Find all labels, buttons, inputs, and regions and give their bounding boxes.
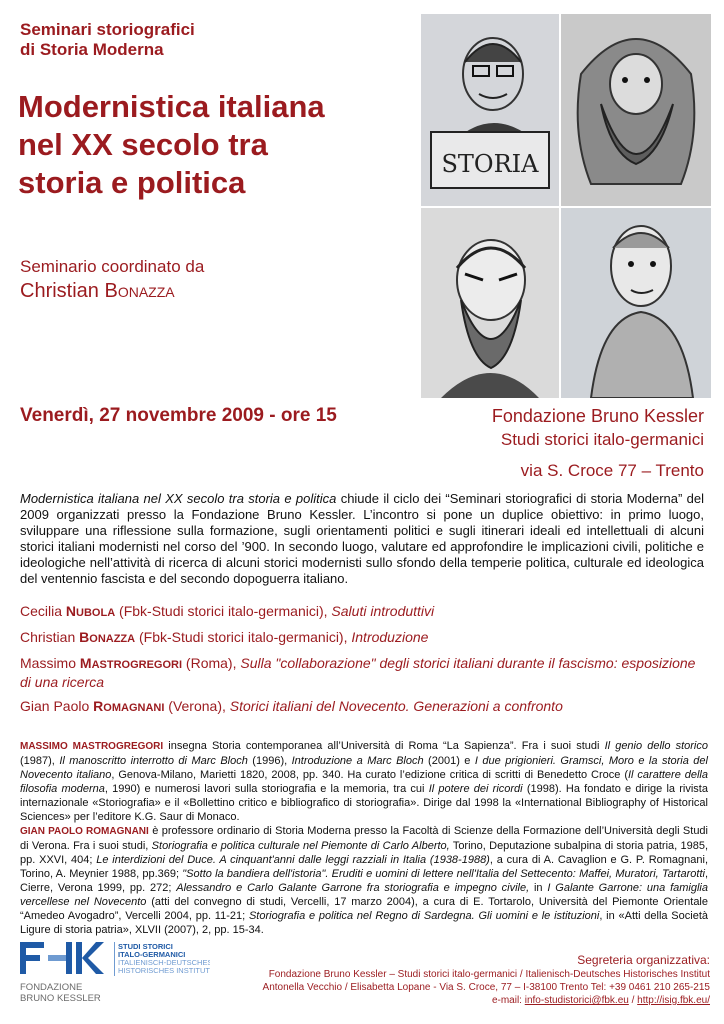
website-link[interactable]: http://isig.fbk.eu/ bbox=[637, 995, 710, 1006]
bio-text: (1998). Ha fondato e dirige la rivista internazionale «Storiografia» e il «Bollettino critico e bibliografico di storiografia». Dirige dal 1998 la «International Bibliography of Historical Sciences» per l’editore K.G. Saur di Monaco. bbox=[20, 783, 708, 823]
speaker-first-name: Massimo bbox=[20, 655, 80, 671]
bio-text: è professore ordinario di Storia Moderna presso la Facoltà di Scienze della Formazione dell’Università degli Studi di Verona. Fra i suoi studi, bbox=[20, 825, 708, 852]
title-line-2: nel XX secolo tra bbox=[18, 127, 268, 162]
coordinator-name bbox=[20, 278, 204, 305]
speaker-affiliation: (Fbk-Studi storici italo-germanici), bbox=[115, 603, 332, 619]
portrait-drawing-1 bbox=[421, 14, 559, 206]
bio-work: Le interdizioni del Duce. A cinquant'anni dalle leggi razziali in Italia (1938-1988) bbox=[96, 854, 490, 866]
speaker-surname-sc: ASTROGREGORI bbox=[91, 659, 183, 671]
bio-text: insegna Storia contemporanea all’Università di Roma “La Sapienza”. Fra i suoi studi bbox=[163, 740, 605, 752]
contact-separator: / bbox=[628, 995, 638, 1006]
event-date: Venerdì, 27 novembre 2009 - ore 15 bbox=[20, 405, 337, 426]
portrait-bearded-man bbox=[421, 208, 559, 398]
venue-address: via S. Croce 77 – Trento bbox=[520, 461, 704, 480]
bio-text: (2001) e bbox=[423, 755, 475, 767]
program-item bbox=[20, 698, 710, 717]
footer-contacts bbox=[263, 994, 710, 1007]
portrait-historian-storia bbox=[421, 14, 559, 206]
program-item bbox=[20, 603, 710, 622]
bio-text: , Cierre, Verona 1999, pp. 272; bbox=[20, 868, 709, 894]
intro-paragraph bbox=[20, 491, 704, 587]
page-title bbox=[18, 88, 398, 202]
bio-text: , Genova-Milano, Marietti 1820, 2008, pp. 340. Ha curato l’edizione critica di scritti di Benedetto Croce ( bbox=[111, 769, 628, 781]
speaker-first-name: Gian Paolo bbox=[20, 698, 94, 714]
speaker-affiliation: (Roma), bbox=[182, 655, 241, 671]
bio-work: Introduzione a Marc Bloch bbox=[291, 755, 424, 767]
fbk-logo bbox=[20, 940, 210, 1006]
coordinator-label: Seminario coordinato da bbox=[20, 257, 205, 276]
talk-title: Saluti introduttivi bbox=[331, 603, 435, 619]
bio-text: , 1990) e numerosi lavori sulla storiografia e la memoria, tra cui bbox=[104, 783, 429, 795]
bio-work: Alessandro e Carlo Galante Garrone fra storiografia e impegno civile, bbox=[176, 882, 530, 894]
portrait-drawing-3 bbox=[421, 208, 559, 398]
talk-title: Storici italiani del Novecento. Generazioni a confronto bbox=[229, 698, 563, 714]
portrait-grid bbox=[421, 14, 711, 398]
program-list bbox=[20, 603, 710, 724]
footer-line-1: Fondazione Bruno Kessler – Studi storici italo-germanici / Italienisch-Deutsches Historisches Institut bbox=[268, 969, 710, 980]
bio-work: Il potere dei ricordi bbox=[428, 783, 523, 795]
bio-work: I due prigionieri. Gramsci, Moro e la storia del Novecento italiano bbox=[20, 755, 708, 781]
portrait-drawing-4 bbox=[561, 208, 711, 398]
portrait-marx bbox=[561, 14, 711, 206]
portrait-drawing-2 bbox=[561, 14, 711, 206]
speaker-affiliation: (Fbk-Studi storici italo-germanici), bbox=[135, 629, 352, 645]
bio-text: in bbox=[529, 882, 548, 894]
email-link[interactable]: info-studistorici@fbk.eu bbox=[524, 995, 629, 1006]
bio-work: Il genio dello storico bbox=[604, 740, 708, 752]
series-line-2: di Storia Moderna bbox=[20, 40, 164, 59]
talk-title: Introduzione bbox=[351, 629, 429, 645]
bio-work: Il carattere della filosofia moderna bbox=[20, 769, 708, 795]
title-line-3: storia e politica bbox=[18, 165, 246, 200]
program-item bbox=[20, 629, 710, 648]
bio-work: Il manoscritto interrotto di Marc Bloch bbox=[59, 755, 248, 767]
fbk-logo-mark bbox=[20, 940, 210, 1006]
intro-lead: Modernistica italiana nel XX secolo tra storia e politica bbox=[20, 491, 337, 506]
speaker-surname-sc: ONAZZA bbox=[89, 633, 136, 645]
event-venue bbox=[492, 405, 704, 482]
speaker-first-name: Cecilia bbox=[20, 603, 66, 619]
footer-line-2: Antonella Vecchio / Elisabetta Lopane - Via S. Croce, 77 – I-38100 Trento Tel: +39 0461 210 265-215 bbox=[262, 982, 710, 993]
logo-name-1: FONDAZIONE bbox=[20, 982, 83, 993]
venue-name: Fondazione Bruno Kessler bbox=[491, 406, 704, 426]
speaker-first-name: Christian bbox=[20, 629, 80, 645]
coordinator-first: Christian B bbox=[20, 280, 118, 302]
coordinator bbox=[20, 256, 204, 305]
bio-text: , a cura di A. Cavaglion e G. P. Romagnani, Torino, A. Meynier 1988, pp.369; bbox=[20, 854, 709, 880]
bio-name: GIAN PAOLO ROMAGNANI bbox=[20, 826, 149, 837]
bio-text: (atti del convegno di studi, Vercelli, 17 marzo 2004), a cura di E. Tortarolo, Università del Piemonte Orientale “Amedeo Avogadro”, Vercelli 2004, pp. 11-21; bbox=[20, 896, 708, 922]
portrait-storia-word: STORIA bbox=[441, 150, 539, 178]
series-line-1: Seminari storiografici bbox=[20, 20, 195, 39]
speaker-surname-cap: M bbox=[79, 655, 92, 671]
footer-title: Segreteria organizzativa: bbox=[577, 953, 710, 967]
logo-sub-2: ITALO-GERMANICI bbox=[118, 950, 186, 959]
bio-work: I Galante Garrone: una famiglia vercellese nel Novecento bbox=[20, 882, 708, 908]
bio-text: (1987), bbox=[20, 755, 60, 767]
program-item bbox=[20, 655, 710, 691]
logo-mark-text bbox=[20, 940, 21, 941]
speaker-surname-sc: OMAGNANI bbox=[103, 702, 165, 714]
logo-sub-4: HISTORISCHES INSTITUT bbox=[118, 966, 210, 975]
series-title bbox=[20, 20, 195, 60]
bio-mastrogregori bbox=[20, 739, 708, 824]
bio-name: MASSIMO MASTROGREGORI bbox=[20, 741, 164, 752]
speaker-surname-sc: UBOLA bbox=[76, 607, 116, 619]
intro-body: chiude il ciclo dei “Seminari storiografici di storia Moderna” del 2009 organizzati presso la Fondazione Bruno Kessler. L’incontro si pone un duplice obiettivo: in primo luogo, sviluppare una riflessione sulla formazione, sugli orientamenti politici e sugli itinerari ideali ed intellettuali di alcuni storici italiani modernisti nel corso del ’900. In secondo luogo, valutare ed approfondire le implicazioni civili, politiche e ideologiche nell’attività di ricerca di alcuni storici modernisti sullo sfondo della temperie politica, culturale ed ideologica del ventennio fascista e del secondo dopoguerra italiano. bbox=[20, 491, 704, 586]
logo-name-2: BRUNO KESSLER bbox=[20, 993, 101, 1004]
coordinator-surname-sc: ONAZZA bbox=[117, 284, 175, 300]
bio-work: "Sotto la bandiera dell'istoria". Eruditi e uomini di lettere nell'Italia del Settecento: Maffei, Muratori, Tartarotti bbox=[182, 868, 705, 880]
talk-title: Sulla "collaborazione" degli storici italiani durante il fascismo: esposizione di una ricerca bbox=[20, 655, 696, 690]
email-label: e-mail: bbox=[491, 995, 525, 1006]
speaker-affiliation: (Verona), bbox=[164, 698, 230, 714]
logo-sub-1: STUDI STORICI bbox=[118, 942, 173, 951]
speaker-surname-cap: B bbox=[79, 629, 90, 645]
bio-work: Storiografia e politica culturale nel Piemonte di Carlo Alberto, bbox=[151, 840, 450, 852]
venue-department: Studi storici italo-germanici bbox=[500, 430, 704, 449]
logo-sub-3: ITALIENISCH-DEUTSCHES bbox=[118, 958, 210, 967]
footer-secretariat bbox=[263, 953, 710, 1007]
bio-romagnani bbox=[20, 824, 708, 937]
speaker-surname-cap: N bbox=[65, 603, 77, 619]
bio-text: , in «Atti della Società Ligure di storia patria», XLVII (2007), 2, pp. 15-34. bbox=[20, 910, 708, 936]
bio-text: Torino, Deputazione subalpina di storia patria, 1985, pp. XXVI, 404; bbox=[20, 840, 709, 866]
bio-work: Storiografia e politica nel Regno di Sardegna. Gli uomini e le istituzioni bbox=[248, 910, 600, 922]
title-line-1: Modernistica italiana bbox=[18, 89, 325, 124]
speaker-surname-cap: R bbox=[93, 698, 104, 714]
portrait-old-man bbox=[561, 208, 711, 398]
bio-text: (1996), bbox=[247, 755, 292, 767]
